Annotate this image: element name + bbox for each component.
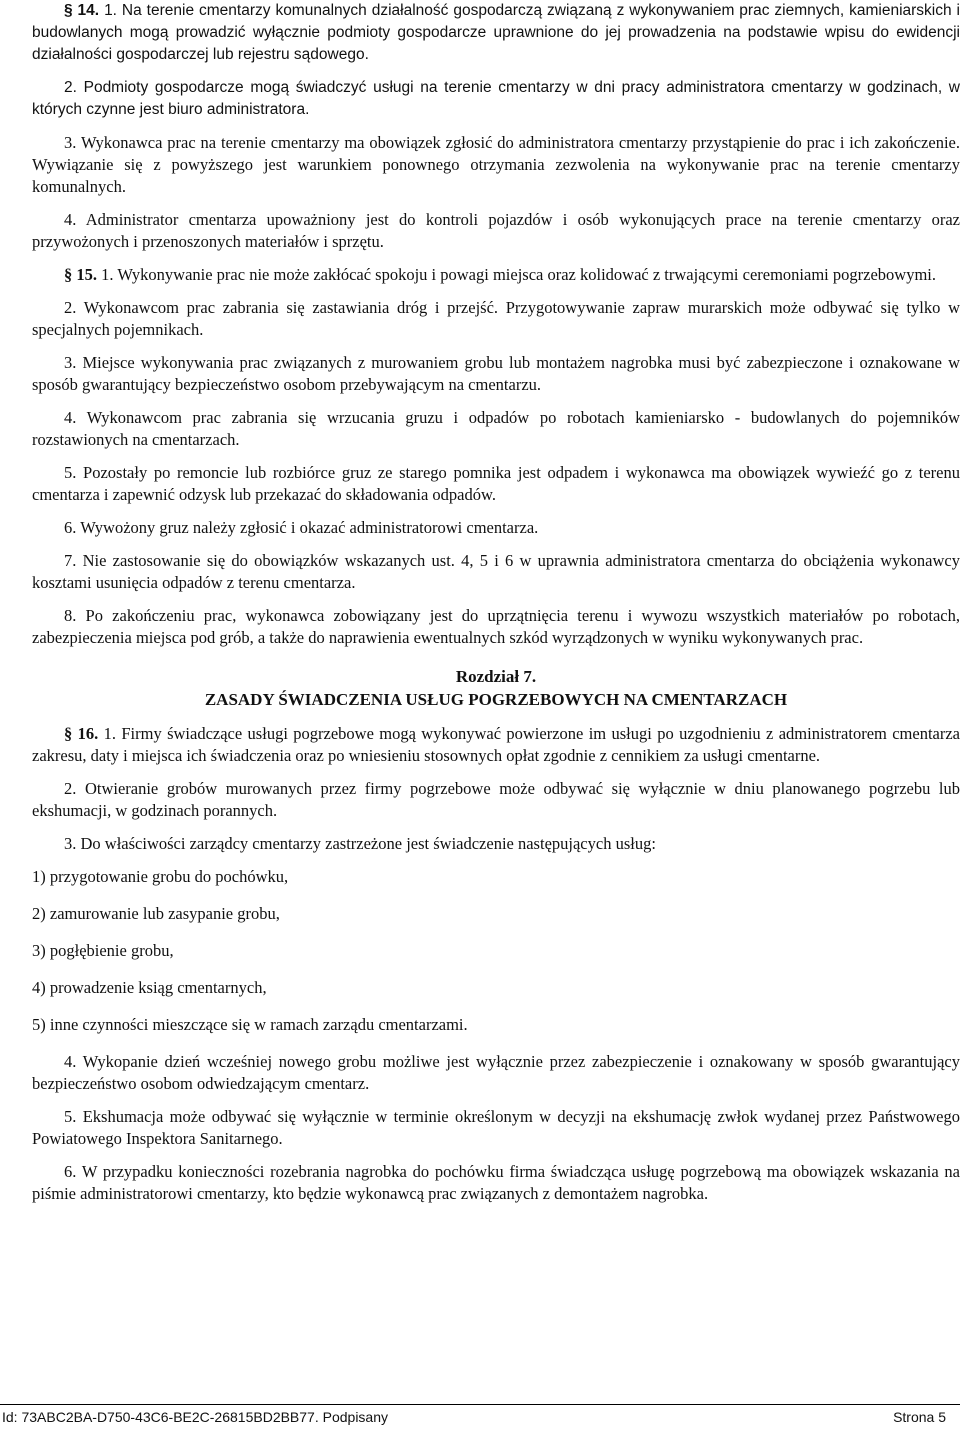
section-16-paragraph-2: 2. Otwieranie grobów murowanych przez firmy pogrzebowe może odbywać się wyłącznie w dniu planowanego pogrzebu lub ekshumacji, w godzinach porannych. <box>32 779 960 820</box>
section-16-text-1: 1. Firmy świadczące usługi pogrzebowe mogą wykonywać powierzone im usługi po uzgodnieniu z administratorem cmentarza zakresu, daty i miejsca ich świadczenia oraz po wniesieniu stosownych opłat zgodnie z cennikiem za usługi cmentarne. <box>32 724 960 765</box>
service-list-item: 1) przygotowanie grobu do pochówku, <box>32 867 289 886</box>
chapter-label: Rozdział 7. <box>455 667 537 686</box>
section-14-paragraph-2: 2. Podmioty gospodarcze mogą świadczyć usługi na terenie cmentarzy w dni pracy administratora cmentarzy w godzinach, w których czynne jest biuro administratora. <box>32 79 960 118</box>
document-page <box>32 0 960 1216</box>
chapter-title: ZASADY ŚWIADCZENIA USŁUG POGRZEBOWYCH NA CMENTARZACH <box>204 690 788 709</box>
section-14-text-1: 1. Na terenie cmentarzy komunalnych działalność gospodarczą związaną z wykonywaniem prac ziemnych, kamieniarskich i budowlanych mogą prowadzić wyłącznie podmioty gospodarcze uprawnione do jej prowadzenia na podstawie wpisu do ewidencji działalności gospodarczej lub rejestru sądowego. <box>32 2 960 63</box>
service-list-item: 4) prowadzenie ksiąg cmentarnych, <box>32 978 267 997</box>
section-15-paragraph-7: 7. Nie zastosowanie się do obowiązków wskazanych ust. 4, 5 i 6 w uprawnia administratora cmentarza do obciążenia wykonawcy kosztami usunięcia odpadów z terenu cmentarza. <box>32 551 960 592</box>
section-14-paragraph-3: 3. Wykonawca prac na terenie cmentarzy ma obowiązek zgłosić do administratora cmentarzy przystąpienie do prac i ich zakończenie. Wywiązanie się z powyższego jest warunkiem ponownego otrzymania zezwolenia na wykonywanie prac na terenie cmentarzy komunalnych. <box>32 133 960 196</box>
section-15-text-1: 1. Wykonywanie prac nie może zakłócać spokoju i powagi miejsca oraz kolidować z trwającymi ceremoniami pogrzebowymi. <box>101 265 936 284</box>
section-16-paragraph-3: 3. Do właściwości zarządcy cmentarzy zastrzeżone jest świadczenie następujących usług: <box>64 834 656 853</box>
section-16-paragraph-1 <box>32 723 960 767</box>
section-14-paragraph-1 <box>32 0 960 66</box>
section-15-paragraph-5: 5. Pozostały po remoncie lub rozbiórce gruz ze starego pomnika jest odpadem i wykonawca ma obowiązek wywieźć go z terenu cmentarza i zapewnić odzysk lub przekazać do składowania odpadów. <box>32 463 960 504</box>
page-footer <box>0 1404 960 1429</box>
section-16-paragraph-4: 4. Wykopanie dzień wcześniej nowego grobu możliwe jest wyłącznie przez zabezpieczenie i oznakowany w sposób gwarantujący bezpieczeństwo osobom odwiedzającym cmentarz. <box>32 1052 960 1093</box>
section-16-paragraph-5: 5. Ekshumacja może odbywać się wyłącznie w terminie określonym w decyzji na ekshumację zwłok wydanej przez Państwowego Powiatowego Inspektora Sanitarnego. <box>32 1107 960 1148</box>
section-15-number: § 15. <box>64 265 97 284</box>
section-15-paragraph-8: 8. Po zakończeniu prac, wykonawca zobowiązany jest do uprzątnięcia terenu i wywozu wszystkich materiałów po robotach, zabezpieczenia miejsca pod grób, a także do naprawienia ewentualnych szkód wyrządzonych w wyniku wykonywanych prac. <box>32 606 960 647</box>
service-list-item: 5) inne czynności mieszczące się w ramach zarządu cmentarzami. <box>32 1015 468 1034</box>
section-16-number: § 16. <box>64 724 99 743</box>
document-id: Id: 73ABC2BA-D750-43C6-BE2C-26815BD2BB77. Podpisany <box>2 1409 389 1425</box>
service-list-item: 3) pogłębienie grobu, <box>32 941 174 960</box>
service-list-item: 2) zamurowanie lub zasypanie grobu, <box>32 904 280 923</box>
section-16-paragraph-6: 6. W przypadku konieczności rozebrania nagrobka do pochówku firma świadcząca usługę pogrzebową ma obowiązek wskazania na piśmie administratorowi cmentarzy, kto będzie wykonawcą prac związanych z demontażem nagrobka. <box>32 1162 960 1203</box>
section-15-paragraph-1 <box>32 264 960 286</box>
chapter-heading <box>32 665 960 711</box>
page-number: Strona 5 <box>893 1409 946 1425</box>
section-14-number: § 14. <box>64 2 100 19</box>
section-15-paragraph-2: 2. Wykonawcom prac zabrania się zastawiania dróg i przejść. Przygotowywanie zapraw murarskich może odbywać się tylko w specjalnych pojemnikach. <box>32 298 960 339</box>
section-14-paragraph-4: 4. Administrator cmentarza upoważniony jest do kontroli pojazdów i osób wykonujących prace na terenie cmentarzy oraz przywożonych i przenoszonych materiałów i sprzętu. <box>32 210 960 251</box>
section-15-paragraph-6: 6. Wywożony gruz należy zgłosić i okazać administratorowi cmentarza. <box>64 518 539 537</box>
section-15-paragraph-4: 4. Wykonawcom prac zabrania się wrzucania gruzu i odpadów po robotach kamieniarsko - budowlanych do pojemników rozstawionych na cmentarzach. <box>32 408 960 449</box>
section-15-paragraph-3: 3. Miejsce wykonywania prac związanych z murowaniem grobu lub montażem nagrobka musi być zabezpieczone i oznakowane w sposób gwarantujący bezpieczeństwo osobom przebywającym na cmentarzu. <box>32 353 960 394</box>
